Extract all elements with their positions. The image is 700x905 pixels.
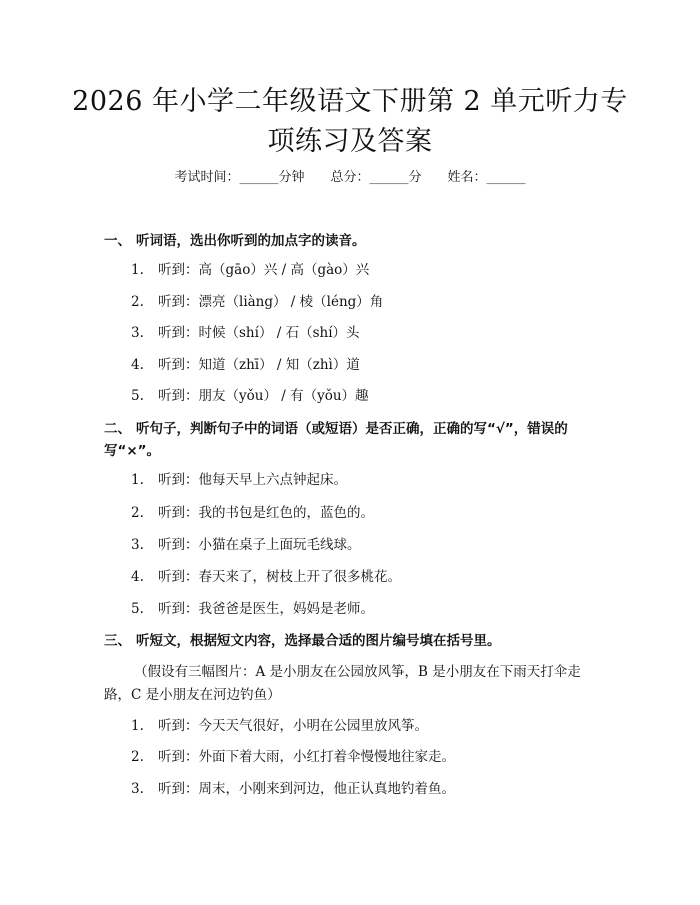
section-heading-text: 听句子，判断句子中的词语（或短语）是否正确，正确的写“√”，错误的 <box>136 421 568 437</box>
item-number: 4. <box>131 357 144 373</box>
item-number: 3. <box>131 537 144 553</box>
student-name-label: 姓名：______ <box>447 170 526 185</box>
section-note: （假设有三幅图片：A 是小朋友在公园放风筝，B 是小朋友在下雨天打伞走路，C 是小朋友在河边钓鱼） <box>104 664 581 703</box>
item-text: 听到：高（gāo）兴 / 高（gào）兴 <box>158 262 370 278</box>
item-number: 2. <box>131 294 144 310</box>
item-text: 听到：春天来了，树枝上开了很多桃花。 <box>158 569 401 585</box>
item-text: 听到：周末，小刚来到河边，他正认真地钓着鱼。 <box>158 781 455 797</box>
item-text: 听到：今天天气很好，小明在公园里放风筝。 <box>158 718 428 734</box>
item-text: 听到：他每天早上六点钟起床。 <box>158 472 347 488</box>
item-number: 1. <box>131 472 144 488</box>
list-item <box>131 355 591 375</box>
exam-info <box>0 168 700 188</box>
item-number: 4. <box>131 569 144 585</box>
section-3-heading <box>104 630 604 652</box>
item-number: 5. <box>131 388 144 404</box>
total-score-label: 总分：______分 <box>330 170 422 185</box>
list-item <box>131 323 591 343</box>
list-item <box>131 503 591 523</box>
section-1-heading <box>104 230 604 252</box>
page-title <box>70 82 630 162</box>
item-text: 听到：知道（zhī） / 知（zhì）道 <box>158 357 360 373</box>
item-text: 听到：漂亮（liàng） / 棱（léng）角 <box>158 294 384 310</box>
item-number: 2. <box>131 749 144 765</box>
list-item <box>131 567 591 587</box>
item-text: 听到：朋友（yǒu） / 有（yǒu）趣 <box>158 388 369 404</box>
section-number: 二、 <box>104 421 131 437</box>
exam-time-label: 考试时间：______分钟 <box>174 170 305 185</box>
list-item <box>131 292 591 312</box>
item-text: 听到：我爸爸是医生，妈妈是老师。 <box>158 601 374 617</box>
item-number: 3. <box>131 325 144 341</box>
list-item <box>131 260 591 280</box>
list-item <box>131 747 591 767</box>
list-item <box>131 470 591 490</box>
list-item <box>131 599 591 619</box>
list-item <box>131 779 591 799</box>
section-heading-line-2: 写“×”。 <box>104 443 161 459</box>
item-number: 5. <box>131 601 144 617</box>
item-number: 2. <box>131 505 144 521</box>
list-item <box>131 716 591 736</box>
section-number: 一、 <box>104 233 131 249</box>
section-heading-text: 听词语，选出你听到的加点字的读音。 <box>136 233 366 249</box>
section-heading-text: 听短文，根据短文内容，选择最合适的图片编号填在括号里。 <box>136 633 501 649</box>
list-item <box>131 535 591 555</box>
item-text: 听到：小猫在桌子上面玩毛线球。 <box>158 537 361 553</box>
section-heading-line-1 <box>104 418 604 440</box>
item-text: 听到：我的书包是红色的，蓝色的。 <box>158 505 374 521</box>
item-number: 1. <box>131 262 144 278</box>
title-line-2: 项练习及答案 <box>267 126 433 157</box>
item-text: 听到：外面下着大雨，小红打着伞慢慢地往家走。 <box>158 749 455 765</box>
title-line-1: 2026 年小学二年级语文下册第 2 单元听力专 <box>72 86 628 117</box>
item-text: 听到：时候（shí） / 石（shí）头 <box>158 325 360 341</box>
item-number: 3. <box>131 781 144 797</box>
section-2-heading <box>104 418 604 462</box>
list-item <box>131 386 591 406</box>
item-number: 1. <box>131 718 144 734</box>
section-number: 三、 <box>104 633 131 649</box>
